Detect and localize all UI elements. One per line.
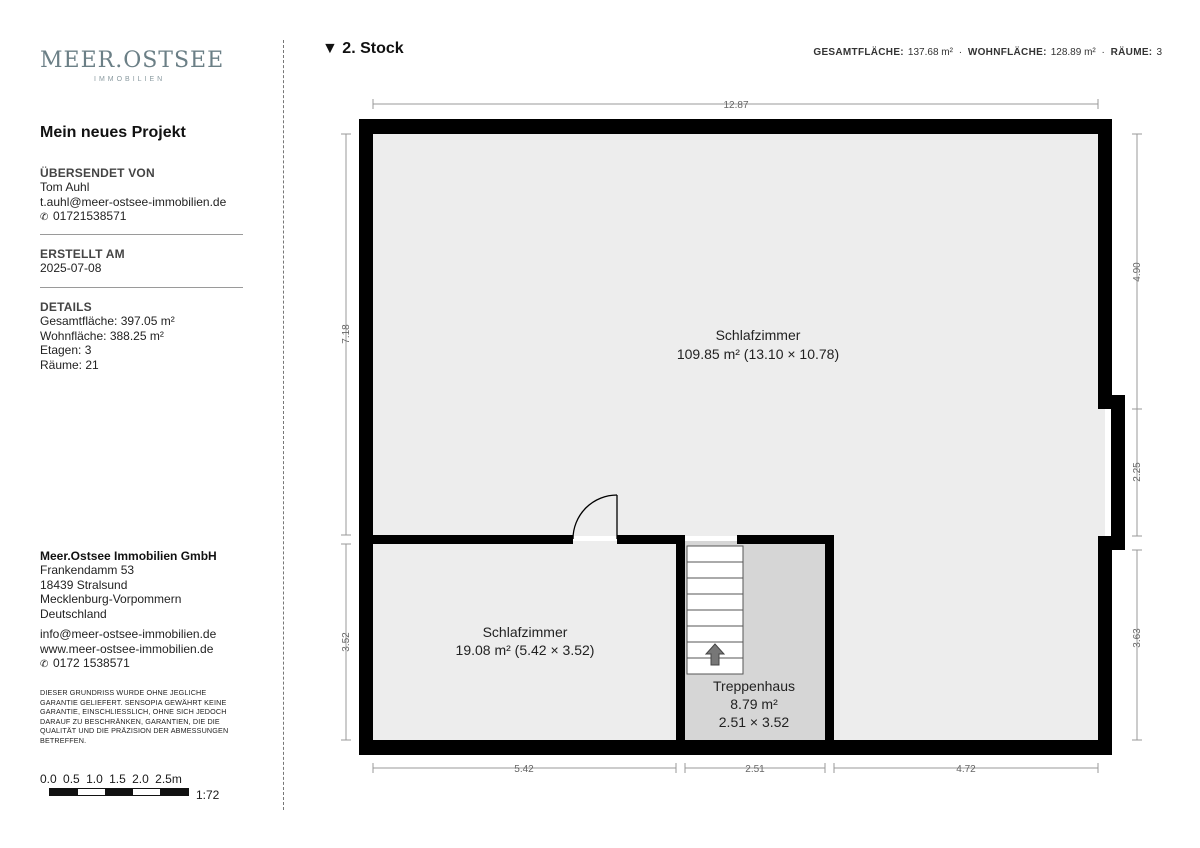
disclaimer-text: DIESER GRUNDRISS WURDE OHNE JEGLICHE GARANTIE GELIEFERT. SENSOPIA GEWÄHRT KEINE GARANTIE, EINSCHLIESSLICH, OHNE SICH JEDOCH DARAUF ZU BESCHRÄNKEN, GARANTIEN, DIE DIE QUALITÄT UND DIE PRÄZISION DER ABMESSUNGEN BETREFFEN.: [40, 688, 229, 745]
scale-tick-label: 2.0: [132, 772, 149, 786]
created-date: 2025-07-08: [40, 261, 102, 275]
stat-rooms-value: 3: [1156, 47, 1162, 58]
triangle-down-icon: ▼: [322, 40, 338, 57]
stat-total-area-value: 137.68 m²: [907, 47, 953, 58]
project-title: Mein neues Projekt: [40, 124, 186, 141]
logo-wordmark: MEER.OSTSEE: [40, 48, 225, 73]
scale-tick-label: 0.5: [63, 772, 80, 786]
details-total-area: Gesamtfläche: 397.05 m²: [40, 314, 175, 328]
room-name-stairwell: Treppenhaus: [713, 678, 795, 694]
sender-email[interactable]: t.auhl@meer-ostsee-immobilien.de: [40, 194, 227, 209]
dimension-label-bottom-right: 4.72: [956, 764, 976, 775]
stat-separator: ·: [1101, 47, 1105, 58]
company-country: Deutschland: [40, 606, 107, 621]
sender-phone-number: 01721538571: [53, 209, 127, 223]
phone-icon: ✆: [40, 659, 49, 670]
dimension-label-right-lower: 3.63: [1132, 628, 1143, 648]
dimension-label-left-lower: 3.52: [341, 632, 352, 652]
company-name: Meer.Ostsee Immobilien GmbH: [40, 549, 217, 563]
dimension-label-right-middle: 2.25: [1132, 462, 1143, 482]
dimension-label-right-upper: 4.90: [1132, 262, 1143, 282]
room-area-bedroom-large: 109.85 m² (13.10 × 10.78): [676, 346, 840, 362]
company-state: Mecklenburg-Vorpommern: [40, 592, 182, 606]
company-street: Frankendamm 53: [40, 563, 135, 577]
scale-tick-label: 1.5: [109, 772, 126, 786]
company-phone-number: 0172 1538571: [53, 656, 130, 670]
details-rooms: Räume: 21: [40, 357, 99, 372]
dimension-label-bottom-left: 5.42: [514, 764, 534, 775]
company-city: 18439 Stralsund: [40, 577, 128, 592]
stat-living-area-label: WOHNFLÄCHE:: [967, 47, 1047, 58]
phone-icon: ✆: [40, 212, 49, 223]
room-name-bedroom-small: Schlafzimmer: [482, 624, 568, 640]
logo-subline: IMMOBILIEN: [94, 76, 166, 83]
scale-tick-label: 2.5m: [155, 772, 182, 786]
stat-living-area-value: 128.89 m²: [1050, 47, 1096, 58]
room-fill-bedroom-large-annex: [830, 536, 1105, 747]
company-website[interactable]: www.meer-ostsee-immobilien.de: [40, 641, 214, 656]
room-name-bedroom-large: Schlafzimmer: [715, 327, 801, 343]
scale-ratio: 1:72: [196, 788, 220, 802]
stat-total-area-label: GESAMTFLÄCHE:: [813, 47, 904, 58]
scale-tick-label: 1.0: [86, 772, 103, 786]
sent-by-heading: ÜBERSENDET VON: [40, 166, 155, 180]
dimension-label-bottom-middle: 2.51: [745, 764, 765, 775]
company-email[interactable]: info@meer-ostsee-immobilien.de: [40, 627, 217, 641]
sender-name: Tom Auhl: [40, 180, 90, 194]
details-floors: Etagen: 3: [40, 343, 92, 357]
stat-separator: ·: [958, 47, 963, 58]
room-dims-stairwell: 2.51 × 3.52: [718, 714, 790, 730]
dimension-label-top: 12.87: [723, 100, 749, 111]
details-living-area: Wohnfläche: 388.25 m²: [40, 328, 164, 343]
stat-rooms-label: RÄUME:: [1110, 47, 1153, 58]
floor-title: 2. Stock: [342, 40, 404, 57]
created-heading: ERSTELLT AM: [40, 247, 125, 261]
details-heading: DETAILS: [40, 300, 92, 314]
dimension-label-left-upper: 7.18: [341, 324, 352, 344]
room-area-bedroom-small: 19.08 m² (5.42 × 3.52): [455, 642, 595, 658]
scale-tick-label: 0.0: [40, 772, 57, 786]
room-area-stairwell: 8.79 m²: [730, 696, 778, 712]
